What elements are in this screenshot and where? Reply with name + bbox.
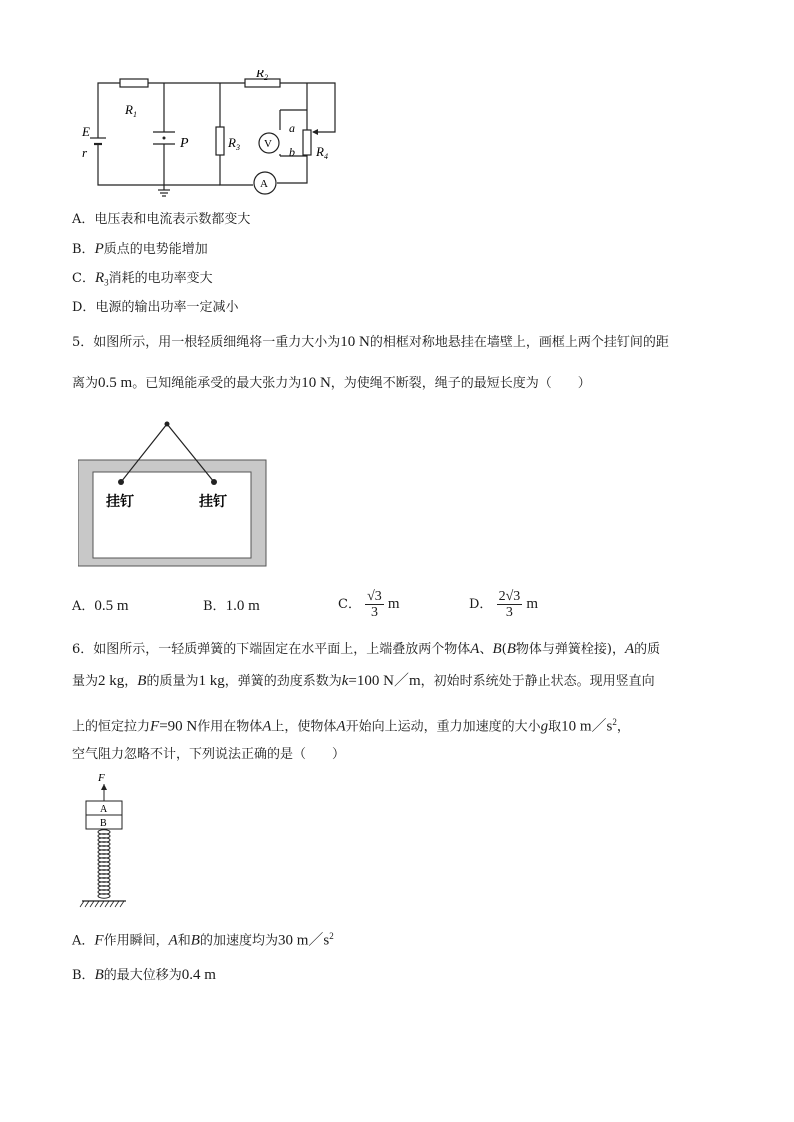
wall-hook bbox=[165, 422, 170, 427]
q6-option-b: B．B的最大位移为0.4 m bbox=[72, 967, 216, 983]
spring bbox=[98, 830, 110, 898]
q6-stem-line1: 6．如图所示，一轻质弹簧的下端固定在水平面上，上端叠放两个物体A、B(B物体与弹簧栓接)，A的质 bbox=[72, 641, 661, 657]
spring-block-figure bbox=[76, 770, 136, 912]
svg-text:a: a bbox=[289, 121, 295, 135]
q4-option-c: C．$R_3$消耗的电功率变大 bbox=[72, 270, 213, 288]
svg-text:R2: $R_2$ bbox=[256, 70, 268, 82]
resistor-r3 bbox=[216, 127, 224, 155]
svg-text:b: b bbox=[289, 145, 295, 159]
q5-stem-line1: 5．如图所示，用一根轻质细绳将一重力大小为10 N的相框对称地悬挂在墙壁上，画框上两个挂钉间的距 bbox=[72, 334, 669, 350]
q4-option-a: A．电压表和电流表示数都变大 bbox=[72, 212, 251, 227]
q6-stem-line3: 上的恒定拉力F=90 N作用在物体A上，使物体A开始向上运动，重力加速度的大小g取10 $m/s^2$， bbox=[72, 717, 630, 735]
svg-text:r: r bbox=[82, 145, 88, 160]
svg-text:挂钉: 挂钉 bbox=[199, 495, 227, 510]
svg-text:A: A bbox=[260, 178, 268, 190]
q4-option-b: B．P质点的电势能增加 bbox=[72, 241, 208, 257]
circuit-diagram bbox=[70, 70, 360, 200]
svg-text:R3: $R_3$ bbox=[228, 135, 240, 152]
q5-option-d: D． $\frac{2√3}{3}$ m bbox=[469, 589, 539, 620]
resistor-r2 bbox=[245, 79, 280, 87]
q6-stem-line4: 空气阻力忽略不计，下列说法正确的是（ ） bbox=[72, 747, 346, 762]
q5-option-a: A．0.5 m bbox=[72, 598, 129, 614]
svg-text:F: F bbox=[98, 772, 105, 784]
q5-option-c: C． $\frac{√3}{3}$ m bbox=[338, 589, 400, 620]
svg-text:P: P bbox=[180, 136, 189, 151]
svg-text:挂钉: 挂钉 bbox=[106, 495, 134, 510]
svg-text:R1: $R_1$ bbox=[125, 102, 137, 119]
q5-option-b: B．1.0 m bbox=[203, 598, 260, 614]
resistor-r1 bbox=[120, 79, 148, 87]
svg-text:A: A bbox=[100, 804, 108, 815]
q6-option-a: A．F作用瞬间，A和B的加速度均为30 $m/s^2$ bbox=[72, 931, 334, 949]
q4-option-d: D．电源的输出功率一定减小 bbox=[72, 300, 239, 315]
svg-text:V: V bbox=[264, 138, 272, 150]
svg-text:B: B bbox=[100, 818, 107, 829]
resistor-r4 bbox=[303, 130, 311, 155]
svg-text:R4: $R_4$ bbox=[316, 144, 328, 161]
q6-stem-line2: 量为2 kg，B的质量为1 kg，弹簧的劲度系数为k=100 N／m，初始时系统处于静止状态。现用竖直向 bbox=[72, 673, 655, 689]
picture-frame-figure bbox=[78, 420, 268, 570]
q5-stem-line2: 离为0.5 m。已知绳能承受的最大张力为10 N，为使绳不断裂，绳子的最短长度为（ ） bbox=[72, 375, 591, 391]
nail-left bbox=[118, 479, 124, 485]
svg-text:E: E bbox=[82, 124, 90, 139]
nail-right bbox=[211, 479, 217, 485]
